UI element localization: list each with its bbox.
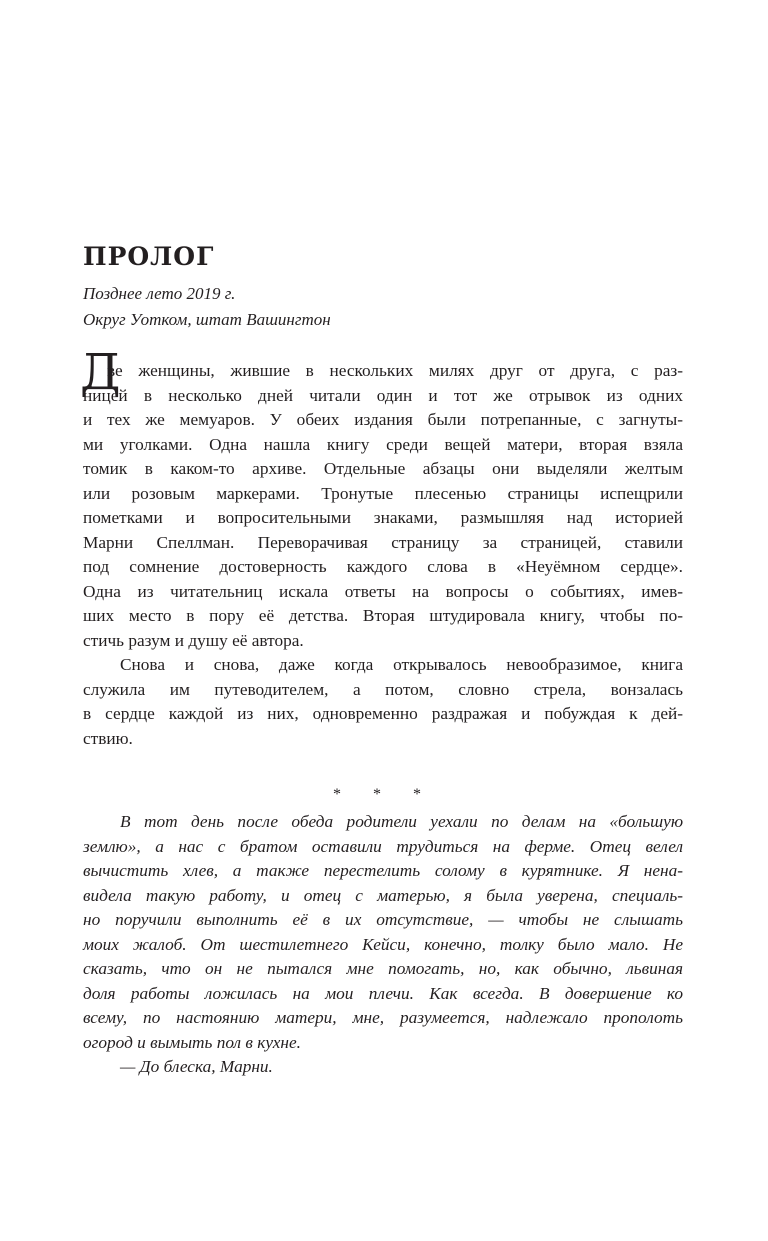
text-line: доля работы ложилась на мои плечи. Как всегда. В довершение ко — [83, 983, 683, 1003]
text-line: томик в каком-то архиве. Отдельные абзацы они выделяли желтым — [83, 459, 683, 478]
chapter-heading: ПРОЛОГ — [83, 242, 215, 271]
text-line: ших место в пору её детства. Вторая штудировала книгу, чтобы по- — [83, 606, 683, 625]
text-line: огород и вымыть пол в кухне. — [83, 1032, 301, 1052]
text-line: или розовым маркерами. Тронутые плесенью страницы испещрили — [83, 483, 683, 503]
italic-excerpt — [83, 810, 683, 1080]
text-line: и тех же мемуаров. У обеих издания были потрепанные, с загнуты- — [83, 410, 683, 429]
text-line: сказать, что он не пытался мне помогать, но, как обычно, львиная — [83, 959, 683, 978]
text-line: Одна из читательниц искала ответы на вопросы о событиях, имев- — [83, 581, 683, 601]
text-line: Снова и снова, даже когда открывалось невообразимое, книга — [120, 655, 683, 674]
text-line: В тот день после обеда родители уехали по делам на «большую — [120, 812, 683, 831]
text-line: в сердце каждой из них, одновременно раздражая и побуждая к дей- — [83, 704, 683, 723]
text-line: видела такую работу, и отец с матерью, я была уверена, специаль- — [83, 885, 683, 905]
text-line: ствию. — [83, 728, 133, 748]
text-line: ницей в несколько дней читали один и тот же отрывок из одних — [83, 385, 683, 405]
text-line: но поручили выполнить её в их отсутствие, — чтобы не слышать — [83, 910, 683, 929]
text-line: стичь разум и душу её автора. — [83, 630, 304, 650]
text-line: под сомнение достоверность каждого слова в «Неуёмном сердце». — [83, 557, 683, 576]
section-separator: * * * — [333, 786, 435, 803]
dialogue-line: — До блеска, Марни. — [120, 1057, 273, 1076]
text-line: ми уголками. Одна нашла книгу среди вещей матери, вторая взяла — [83, 434, 683, 454]
text-line: землю», а нас с братом оставили трудиться на ферме. Отец велел — [83, 836, 683, 856]
text-line: пометками и вопросительными знаками, размышляя над историей — [83, 508, 683, 527]
placeline: Округ Уотком, штат Вашингтон — [83, 310, 331, 329]
text-line: всему, по настоянию матери, мне, разумеется, надлежало прополоть — [83, 1008, 683, 1027]
text-line: служила им путеводителем, а потом, словно стрела, вонзалась — [83, 679, 683, 699]
text-line: ве женщины, жившие в нескольких милях друг от друга, с раз- — [107, 361, 683, 380]
dateline: Позднее лето 2019 г. — [83, 284, 236, 303]
text-line: вычистить хлев, а также перестелить солому в курятнике. Я нена- — [83, 861, 683, 880]
text-line: моих жалоб. От шестилетнего Кейси, конечно, толку было мало. Не — [83, 934, 683, 954]
paragraph-1 — [83, 359, 683, 751]
text-line: Марни Спеллман. Переворачивая страницу за страницей, ставили — [83, 532, 683, 552]
drop-cap: Д — [80, 343, 121, 401]
